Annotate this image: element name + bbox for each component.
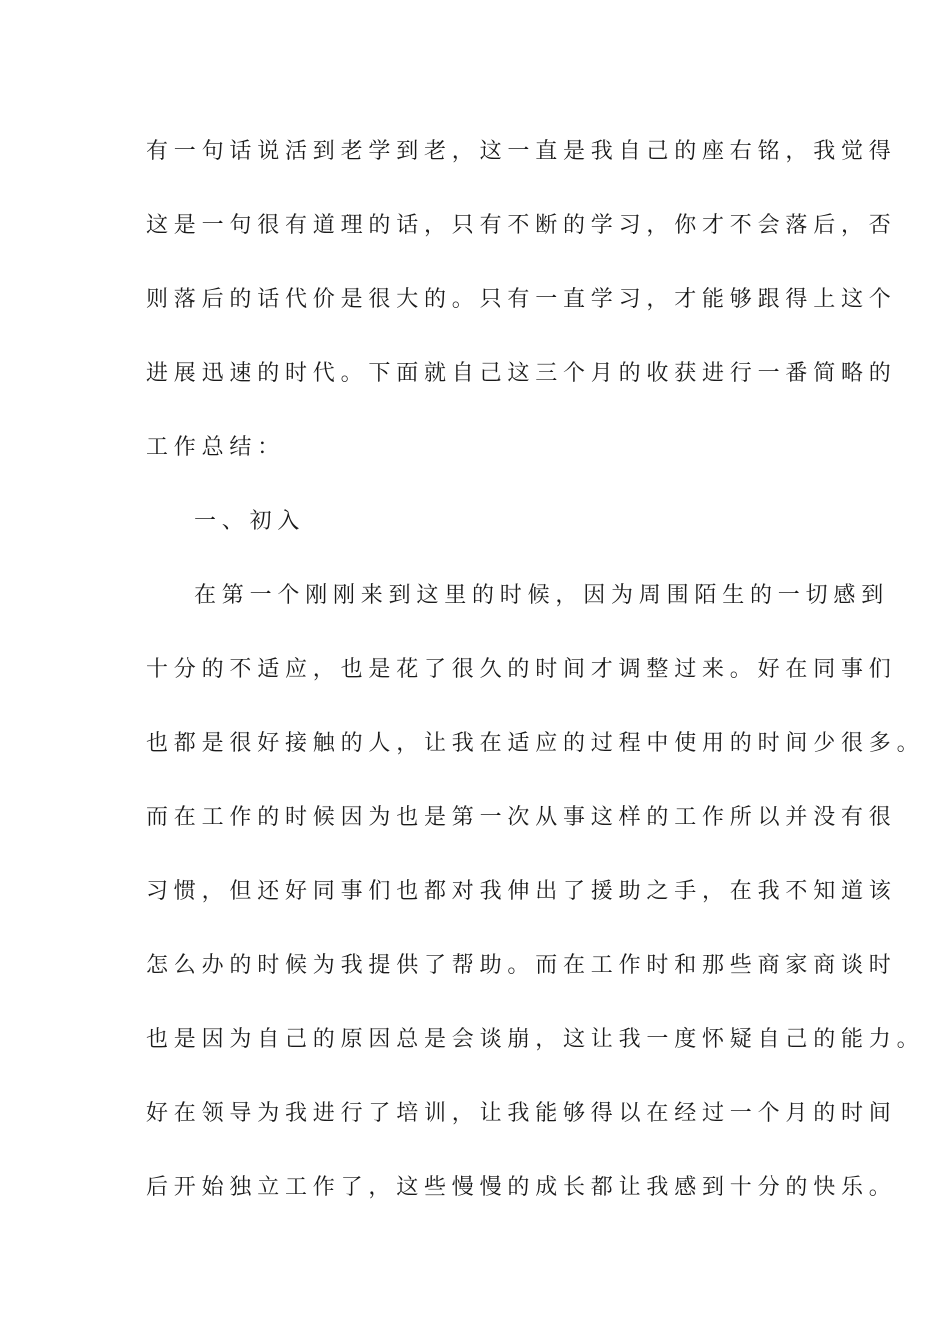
- text-line-9: 也都是很好接触的人，让我在适应的过程中使用的时间少很多。: [146, 731, 925, 756]
- text-line-10: 而在工作的时候因为也是第一次从事这样的工作所以并没有很: [146, 805, 897, 830]
- text-line-4: 进展迅速的时代。下面就自己这三个月的收获进行一番简略的: [146, 361, 897, 386]
- text-line-5: 工作总结：: [146, 435, 286, 460]
- text-line-7: 在第一个刚刚来到这里的时候，因为周围陌生的一切感到: [194, 583, 890, 608]
- section-heading: 一、初入: [194, 509, 306, 534]
- text-line-14: 好在领导为我进行了培训，让我能够得以在经过一个月的时间: [146, 1101, 897, 1126]
- text-line-11: 习惯，但还好同事们也都对我伸出了援助之手，在我不知道该: [146, 879, 897, 904]
- text-line-12: 怎么办的时候为我提供了帮助。而在工作时和那些商家商谈时: [146, 953, 897, 978]
- body-text: [146, 130, 925, 1240]
- text-line-3: 则落后的话代价是很大的。只有一直学习，才能够跟得上这个: [146, 287, 897, 312]
- text-line-1: 有一句话说活到老学到老，这一直是我自己的座右铭，我觉得: [146, 139, 897, 164]
- text-line-15: 后开始独立工作了，这些慢慢的成长都让我感到十分的快乐。: [146, 1175, 897, 1200]
- text-line-8: 十分的不适应，也是花了很久的时间才调整过来。好在同事们: [146, 657, 897, 682]
- text-line-13: 也是因为自己的原因总是会谈崩，这让我一度怀疑自己的能力。: [146, 1027, 925, 1052]
- text-line-2: 这是一句很有道理的话，只有不断的学习，你才不会落后，否: [146, 213, 897, 238]
